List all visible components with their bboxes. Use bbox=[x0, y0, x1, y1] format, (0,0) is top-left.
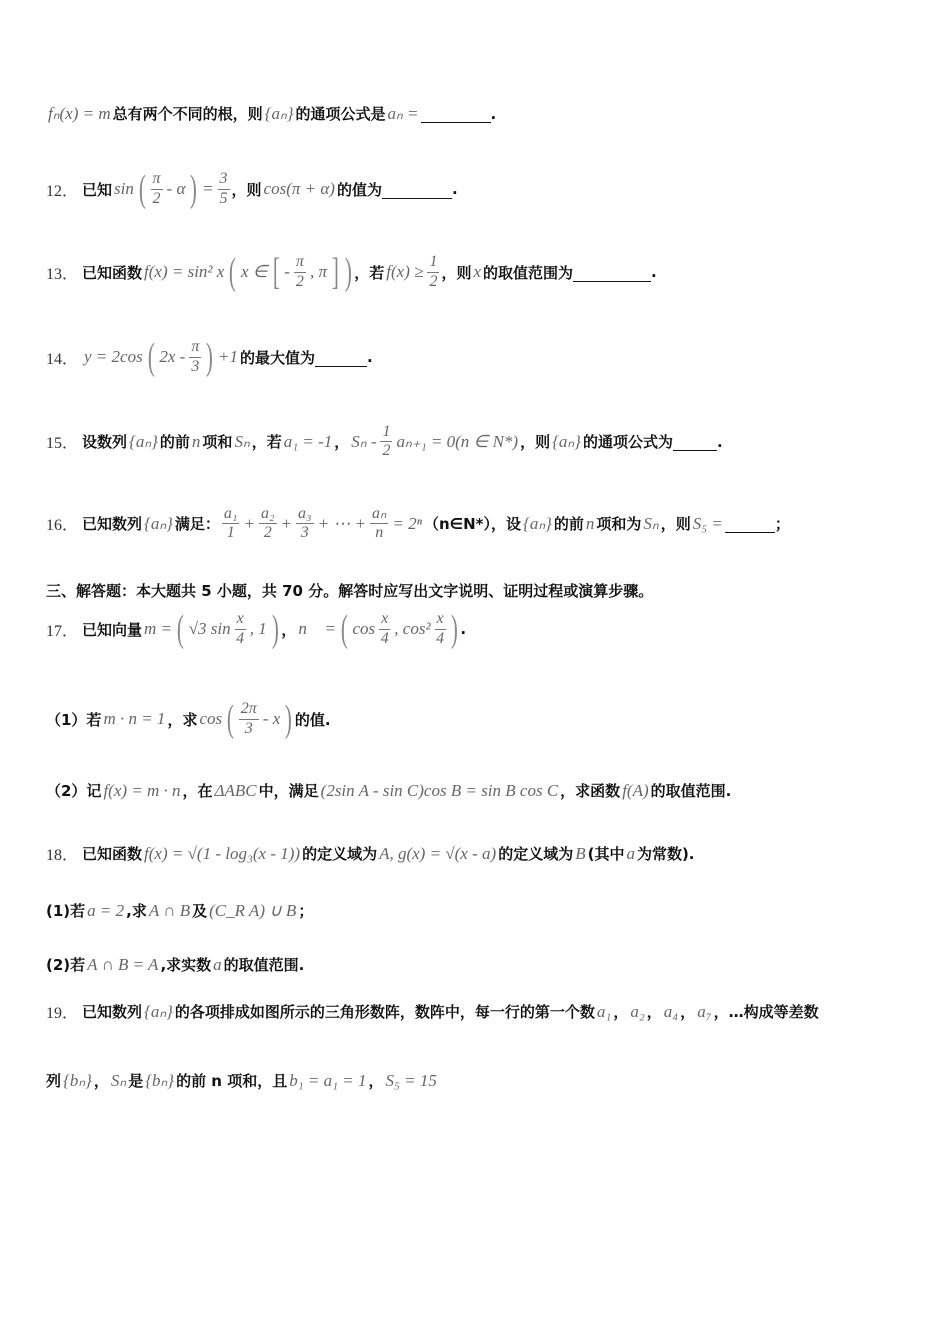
question-line bbox=[46, 954, 304, 975]
bracket: ) bbox=[206, 336, 214, 378]
math-expression: , 1 bbox=[249, 619, 267, 638]
text: ，则 bbox=[231, 180, 262, 199]
text: 是 bbox=[128, 1072, 144, 1090]
text: 的取值范围. bbox=[223, 956, 305, 974]
question-line bbox=[46, 900, 313, 921]
math-expression: A ∩ B = A bbox=[87, 954, 159, 974]
bracket: ) bbox=[344, 251, 352, 293]
math-expression: f(A) bbox=[622, 780, 649, 800]
math-expression: {aₙ} bbox=[144, 513, 173, 533]
text: 的通项公式是 bbox=[295, 105, 386, 123]
numerator: π bbox=[294, 253, 306, 272]
text: ,求实数 bbox=[160, 956, 212, 974]
text: ，在 bbox=[182, 782, 213, 800]
text: 的通项公式为 bbox=[582, 433, 673, 452]
math-expression: {aₙ} bbox=[264, 103, 294, 123]
text: ，若 bbox=[251, 433, 282, 452]
math-expression: a₂ bbox=[630, 1001, 645, 1021]
math-expression: Sₙ - bbox=[351, 431, 377, 451]
denominator: 2 bbox=[382, 442, 391, 460]
math-expression: aₙ₊₁ = 0(n ∈ N*) bbox=[396, 431, 519, 451]
text: . bbox=[451, 180, 458, 198]
denominator: 2 bbox=[295, 272, 304, 290]
math-expression: f(x) ≥ bbox=[386, 262, 424, 281]
answer-blank bbox=[673, 432, 717, 451]
numerator: x bbox=[379, 610, 390, 629]
fraction bbox=[427, 253, 439, 291]
text: 已知函数 bbox=[82, 845, 143, 863]
math-expression: (2sin A - sin C)cos B = sin B cos C bbox=[320, 780, 559, 800]
bracket: ] bbox=[331, 251, 339, 293]
numerator: a₂ bbox=[259, 505, 277, 524]
text: 为常数). bbox=[636, 845, 695, 863]
question-line bbox=[46, 170, 458, 208]
math-expression: (C_R A) ∪ B bbox=[209, 900, 297, 920]
bracket: ) bbox=[271, 608, 279, 650]
denominator: n bbox=[375, 524, 384, 542]
text: 及 bbox=[192, 902, 208, 920]
math-expression: √3 sin bbox=[188, 619, 231, 638]
math-expression: y = 2cos bbox=[84, 347, 143, 366]
text: 已知函数 bbox=[82, 263, 143, 282]
math-expression: + ⋯ + bbox=[317, 513, 367, 533]
question-number: 17． bbox=[46, 622, 79, 640]
text: 中，满足 bbox=[258, 782, 319, 800]
text: 项和为 bbox=[596, 515, 642, 534]
denominator: 4 bbox=[436, 629, 445, 647]
math-expression: sin bbox=[114, 179, 134, 198]
question-number: 16． bbox=[46, 517, 79, 535]
text: 已知数列 bbox=[82, 515, 143, 534]
math-expression: x bbox=[473, 262, 482, 281]
math-expression: cos bbox=[352, 619, 376, 638]
math-expression: n⃗ = bbox=[298, 619, 336, 638]
math-expression: - x bbox=[262, 709, 281, 728]
numerator: π bbox=[151, 170, 163, 189]
question-line bbox=[46, 103, 496, 124]
math-expression: aₙ = bbox=[387, 103, 419, 123]
math-expression: , π bbox=[309, 262, 327, 281]
fraction bbox=[222, 505, 240, 543]
text: 已知数列 bbox=[82, 1003, 143, 1021]
text: ,求 bbox=[126, 902, 147, 920]
math-expression: + bbox=[243, 513, 255, 533]
numerator: 3 bbox=[218, 170, 230, 189]
bracket: ( bbox=[176, 608, 184, 650]
text: 的定义域为 bbox=[302, 845, 378, 863]
denominator: 2 bbox=[263, 524, 272, 542]
math-expression: +1 bbox=[218, 347, 238, 366]
math-expression: a₁ bbox=[596, 1001, 612, 1021]
text: （2）记 bbox=[46, 782, 102, 800]
fraction bbox=[435, 610, 446, 648]
text: 的值为 bbox=[336, 180, 382, 199]
numerator: 2π bbox=[239, 700, 259, 719]
text: 的值. bbox=[294, 710, 331, 729]
answer-blank bbox=[315, 348, 367, 367]
math-expression: {aₙ} bbox=[129, 431, 158, 451]
bracket: ( bbox=[340, 608, 348, 650]
question-number: 18． bbox=[46, 847, 79, 864]
math-expression: {aₙ} bbox=[144, 1001, 173, 1021]
text: ， bbox=[613, 1003, 629, 1021]
math-expression: Sₙ bbox=[234, 431, 250, 451]
question-line bbox=[46, 338, 373, 376]
math-expression: b₁ = a₁ = 1 bbox=[289, 1070, 367, 1090]
numerator: π bbox=[189, 338, 201, 357]
numerator: aₙ bbox=[370, 505, 388, 524]
text: （n∈N*），设 bbox=[423, 515, 522, 534]
math-expression: cos bbox=[199, 709, 223, 728]
numerator: 1 bbox=[427, 253, 439, 272]
text: ； bbox=[774, 515, 790, 534]
text: 设数列 bbox=[82, 433, 128, 452]
math-expression: f(x) = √(1 - log₃(x - 1)) bbox=[144, 843, 301, 863]
math-expression: a₇ bbox=[697, 1001, 712, 1021]
question-line bbox=[46, 423, 723, 461]
text: (其中 bbox=[587, 845, 625, 863]
text: 已知 bbox=[82, 180, 113, 199]
numerator: a₁ bbox=[222, 505, 240, 524]
text: 的取值范围. bbox=[650, 782, 732, 800]
answer-blank bbox=[725, 514, 775, 533]
text: 三、解答题：本大题共 5 小题，共 70 分。解答时应写出文字说明、证明过程或演算步骤。 bbox=[46, 582, 654, 600]
text: (2)若 bbox=[46, 956, 86, 974]
question-line bbox=[46, 1000, 819, 1023]
text: ，则 bbox=[660, 515, 691, 534]
math-expression: m = bbox=[144, 619, 173, 638]
text: ，…构成等差数 bbox=[713, 1003, 819, 1021]
text: ， bbox=[646, 1003, 662, 1021]
fraction bbox=[370, 505, 388, 543]
bracket: ( bbox=[147, 336, 155, 378]
fraction bbox=[151, 170, 163, 208]
text: . bbox=[717, 432, 723, 451]
answer-blank bbox=[573, 263, 651, 282]
bracket: ( bbox=[138, 168, 146, 210]
text: (1)若 bbox=[46, 902, 86, 920]
question-line bbox=[46, 780, 731, 801]
denominator: 5 bbox=[219, 189, 228, 207]
math-expression: = 2ⁿ bbox=[392, 513, 422, 533]
denominator: 2 bbox=[429, 272, 438, 290]
text: ， bbox=[368, 1072, 384, 1090]
denominator: 3 bbox=[300, 524, 309, 542]
bracket: ) bbox=[190, 168, 198, 210]
denominator: 2 bbox=[152, 189, 161, 207]
fraction bbox=[189, 338, 201, 376]
denominator: 3 bbox=[191, 357, 200, 375]
math-expression: Sₙ bbox=[110, 1070, 127, 1090]
denominator: 4 bbox=[380, 629, 389, 647]
text: 的各项排成如图所示的三角形数阵，数阵中，每一行的第一个数 bbox=[174, 1003, 595, 1021]
text: ，则 bbox=[441, 263, 472, 282]
denominator: 1 bbox=[226, 524, 235, 542]
text: 的前 bbox=[553, 515, 584, 534]
fraction bbox=[259, 505, 277, 543]
fraction bbox=[239, 700, 259, 738]
question-line bbox=[46, 842, 695, 865]
numerator: a₃ bbox=[296, 505, 314, 524]
question-number: 12． bbox=[46, 182, 79, 200]
math-expression: a₄ bbox=[663, 1001, 679, 1021]
fraction bbox=[218, 170, 230, 208]
bracket: ( bbox=[229, 251, 237, 293]
text: ， bbox=[680, 1003, 696, 1021]
text: 的最大值为 bbox=[239, 348, 315, 367]
math-expression: 2x - bbox=[159, 347, 186, 366]
text: ，求函数 bbox=[560, 782, 621, 800]
text: . bbox=[651, 263, 657, 281]
text: 总有两个不同的根，则 bbox=[112, 105, 263, 123]
fraction bbox=[379, 610, 390, 648]
fraction bbox=[294, 253, 306, 291]
math-expression: m · n = 1 bbox=[103, 709, 166, 728]
math-expression: fₙ(x) = m bbox=[48, 103, 111, 123]
answer-blank bbox=[382, 180, 452, 199]
math-expression: {bₙ} bbox=[63, 1070, 92, 1090]
text: 的定义域为 bbox=[498, 845, 574, 863]
bracket: ) bbox=[450, 608, 458, 650]
bracket: ( bbox=[226, 698, 234, 740]
math-expression: a bbox=[213, 954, 222, 974]
text: ； bbox=[298, 902, 314, 920]
fraction bbox=[380, 423, 392, 461]
question-line bbox=[46, 1070, 439, 1091]
text: 项和 bbox=[202, 433, 233, 452]
numerator: 1 bbox=[380, 423, 392, 442]
text: ， bbox=[93, 1072, 109, 1090]
math-expression: {aₙ} bbox=[552, 431, 581, 451]
answer-blank bbox=[421, 104, 491, 123]
math-expression: n bbox=[585, 513, 595, 533]
question-line bbox=[46, 610, 466, 648]
math-expression: f(x) = m · n bbox=[103, 780, 181, 800]
bracket: [ bbox=[272, 251, 280, 293]
math-expression: = bbox=[202, 179, 214, 198]
math-expression: - bbox=[284, 262, 290, 281]
text: ，则 bbox=[520, 433, 551, 452]
math-expression: S₅ = 15 bbox=[385, 1070, 437, 1090]
text: ，若 bbox=[354, 263, 385, 282]
math-expression: a bbox=[626, 843, 635, 863]
question-line bbox=[46, 580, 653, 601]
text: ，求 bbox=[167, 710, 198, 729]
text: . bbox=[367, 348, 373, 366]
question-number: 13． bbox=[46, 265, 79, 283]
text: 的前 bbox=[159, 433, 190, 452]
text: . bbox=[460, 620, 467, 638]
math-expression: A ∩ B bbox=[148, 900, 191, 920]
question-line bbox=[46, 505, 790, 543]
math-expression: {aₙ} bbox=[523, 513, 552, 533]
question-number: 19． bbox=[46, 1005, 79, 1022]
text: 满足： bbox=[174, 515, 220, 534]
denominator: 4 bbox=[236, 629, 245, 647]
math-expression: a₁ = -1 bbox=[283, 431, 333, 451]
numerator: x bbox=[435, 610, 446, 629]
math-expression: cos(π + α) bbox=[263, 179, 335, 198]
numerator: x bbox=[235, 610, 246, 629]
math-expression: {bₙ} bbox=[145, 1070, 175, 1090]
text: . bbox=[490, 104, 497, 123]
text: （1）若 bbox=[46, 710, 102, 729]
question-number: 15． bbox=[46, 435, 79, 453]
math-expression: ΔABC bbox=[214, 780, 257, 800]
math-expression: f(x) = sin² x bbox=[144, 262, 225, 281]
question-line bbox=[46, 700, 331, 738]
math-expression: , cos² bbox=[394, 619, 431, 638]
math-expression: Sₙ bbox=[643, 513, 659, 533]
denominator: 3 bbox=[244, 719, 253, 737]
math-expression: x ∈ bbox=[240, 262, 268, 281]
math-expression: - α bbox=[166, 179, 186, 198]
math-expression: a = 2 bbox=[87, 900, 125, 920]
text: ， bbox=[334, 433, 350, 452]
text: 的取值范围为 bbox=[483, 263, 574, 282]
question-line bbox=[46, 253, 657, 291]
math-expression: A, g(x) = √(x - a) bbox=[379, 843, 497, 863]
math-expression: S₅ = bbox=[692, 513, 723, 533]
math-expression: B bbox=[575, 843, 586, 863]
text: 已知向量 bbox=[82, 620, 143, 639]
bracket: ) bbox=[285, 698, 293, 740]
math-expression: n bbox=[191, 431, 201, 451]
fraction bbox=[235, 610, 246, 648]
math-expression: + bbox=[280, 513, 293, 533]
question-number: 14． bbox=[46, 350, 79, 368]
text: ， bbox=[281, 620, 297, 639]
text: 的前 n 项和，且 bbox=[176, 1072, 288, 1090]
fraction bbox=[296, 505, 314, 543]
text: 列 bbox=[46, 1072, 62, 1090]
